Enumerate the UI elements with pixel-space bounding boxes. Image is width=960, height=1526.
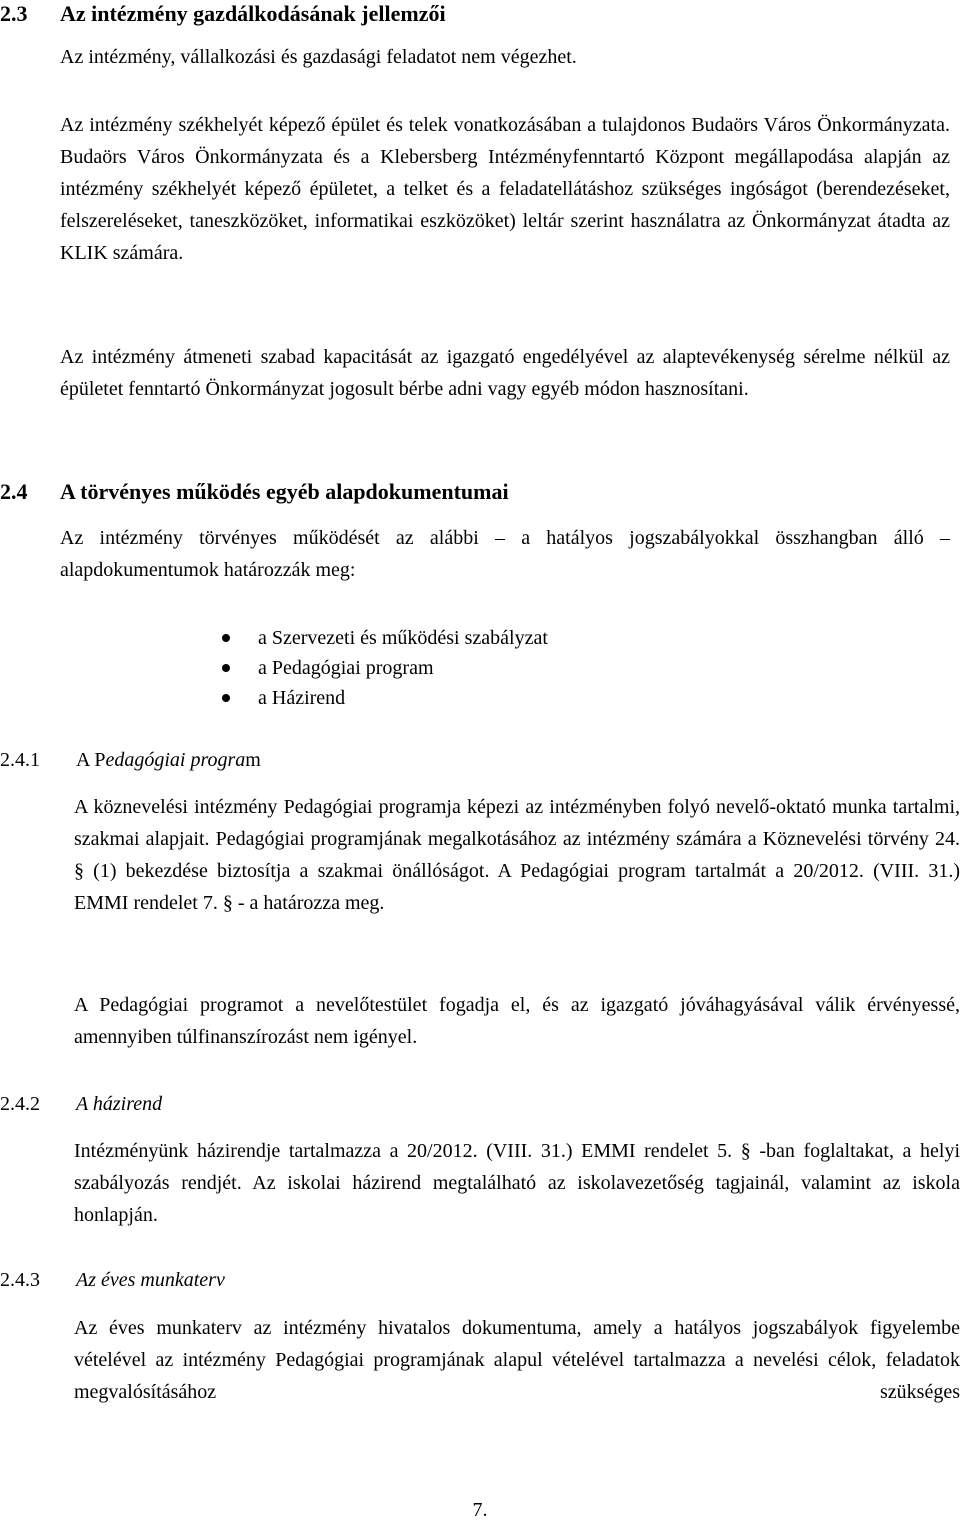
paragraph: Az éves munkaterv az intézmény hivatalos dokumentuma, amely a hatályos jogszabályok figyelembe vételével az intézmény Pedagógiai programjának alapul vételével tartalmazza a nevelési célok, feladatok megvalósításához szükséges: [74, 1317, 960, 1403]
document-list: [220, 623, 920, 713]
paragraph: Az intézmény székhelyét képező épület és telek vonatkozásában a tulajdonos Budaörs Város Önkormányzata. Budaörs Város Önkormányzata és a Klebersberg Intézményfenntartó Központ megállapodása alapján az intézmény székhelyét képező épületet, a telket és a feladatellátáshoz szükséges ingóságot (berendezéseket, felszereléseket, taneszközöket, informatikai eszközöket) leltár szerint használatra az Önkormányzat átadta az KLIK számára.: [60, 114, 950, 264]
title-part: A P: [76, 749, 106, 771]
section-title: Az intézmény gazdálkodásának jellemzői: [60, 1, 446, 26]
section-title: A házirend: [76, 1093, 163, 1115]
paragraph: Az intézmény átmeneti szabad kapacitását az igazgató engedélyével az alaptevékenység sérelme nélkül az épületet fenntartó Önkormányzat jogosult bérbe adni vagy egyéb módon hasznosítani.: [60, 346, 950, 400]
section-number: 2.3: [0, 1, 28, 26]
list-item: [220, 683, 920, 713]
list-item-label: a Szervezeti és működési szabályzat: [258, 627, 548, 649]
list-item-label: a Házirend: [258, 687, 346, 709]
section-number: 2.4: [0, 479, 28, 504]
list-item-label: a Pedagógiai program: [258, 657, 434, 679]
paragraph: Az intézmény, vállalkozási és gazdasági feladatot nem végezhet.: [60, 46, 577, 68]
section-title: A törvényes működés egyéb alapdokumentumai: [60, 479, 509, 504]
title-part: m: [245, 749, 261, 771]
paragraph: Intézményünk házirendje tartalmazza a 20/2012. (VIII. 31.) EMMI rendelet 5. § -ban foglaltakat, a helyi szabályozás rendjét. Az iskolai házirend megtalálható az iskolavezetőség tagjainál, valamint az iskola honlapján.: [74, 1140, 960, 1226]
paragraph: A köznevelési intézmény Pedagógiai programja képezi az intézményben folyó nevelő-oktató munka tartalmi, szakmai alapjait. Pedagógiai programjának megalkotásához az intézmény számára a Köznevelési törvény 24. § (1) bekezdése biztosítja a szakmai önállóságot. A Pedagógiai program tartalmát a 20/2012. (VIII. 31.) EMMI rendelet 7. § - a határozza meg.: [74, 796, 960, 914]
section-title: Az éves munkaterv: [76, 1269, 225, 1291]
section-number: 2.4.3: [0, 1269, 40, 1291]
page-number: 7.: [472, 1499, 488, 1521]
paragraph: A Pedagógiai programot a nevelőtestület fogadja el, és az igazgató jóváhagyásával válik érvényessé, amennyiben túlfinanszírozást nem igényel.: [74, 994, 960, 1048]
bullet-icon: [222, 694, 230, 702]
list-item: [220, 623, 920, 653]
section-title: [76, 746, 261, 774]
section-2-3-heading: [0, 0, 960, 28]
bullet-icon: [222, 634, 230, 642]
section-2-4-2-heading: [0, 1090, 960, 1118]
paragraph: Az intézmény törvényes működését az alábbi – a hatályos jogszabályokkal összhangban álló – alapdokumentumok határozzák meg:: [60, 527, 950, 581]
section-2-4-1-heading: [0, 746, 960, 774]
bullet-icon: [222, 664, 230, 672]
title-part-italic: edagógiai progra: [105, 749, 246, 771]
section-2-4-3-heading: [0, 1266, 960, 1294]
list-item: [220, 653, 920, 683]
section-2-4-heading: [0, 478, 960, 506]
section-number: 2.4.2: [0, 1093, 40, 1115]
section-number: 2.4.1: [0, 749, 40, 771]
